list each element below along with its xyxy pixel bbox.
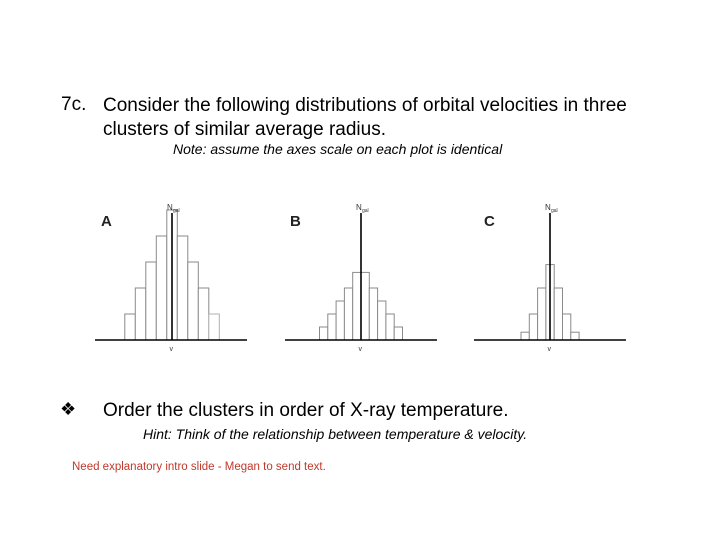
x-axis-label: v: [358, 346, 362, 353]
histogram-bar: [394, 327, 402, 340]
y-axis-label: N: [545, 203, 551, 212]
y-axis-label: N: [356, 203, 362, 212]
histogram-bar: [521, 332, 529, 340]
histogram-bar: [538, 288, 546, 340]
order-instruction: Order the clusters in order of X-ray temperature.: [103, 400, 509, 421]
histogram-bar: [188, 262, 199, 340]
y-axis-label-subscript: gal: [362, 208, 369, 214]
histogram-bar: [361, 272, 369, 340]
histogram-bar: [529, 314, 537, 340]
panel-label: B: [290, 213, 301, 230]
x-axis-label: v: [547, 346, 551, 353]
panel-label: A: [101, 213, 112, 230]
axes-note: Note: assume the axes scale on each plot is identical: [173, 141, 503, 157]
y-axis-label-subscript: gal: [173, 208, 180, 214]
histogram-bar: [554, 288, 562, 340]
question-text: Consider the following distributions of orbital velocities in three clusters of similar average radius.: [103, 95, 627, 140]
hint-text: Hint: Think of the relationship between temperature & velocity.: [143, 426, 528, 442]
histogram-bar: [320, 327, 328, 340]
panel-label: C: [484, 213, 495, 230]
histogram-bar: [135, 288, 146, 340]
histogram-bar: [563, 314, 571, 340]
histogram-bar: [571, 332, 579, 340]
histogram-bar: [125, 314, 136, 340]
x-axis-label: v: [169, 346, 173, 353]
histogram-bar: [353, 272, 361, 340]
todo-note: Need explanatory intro slide - Megan to send text.: [72, 461, 326, 473]
histogram-bar: [369, 288, 377, 340]
histogram-bar: [209, 314, 220, 340]
diamond-bullet-icon: ❖: [60, 399, 77, 419]
question-number: 7c.: [61, 94, 87, 115]
histogram-bar: [386, 314, 394, 340]
histogram-bar: [146, 262, 157, 340]
histogram-bar: [177, 236, 188, 340]
histogram-bar: [344, 288, 352, 340]
histogram-bar: [378, 301, 386, 340]
histogram-bar: [198, 288, 209, 340]
y-axis-label: N: [167, 203, 173, 212]
y-axis-label-subscript: gal: [551, 208, 558, 214]
histogram-bar: [336, 301, 344, 340]
histogram-bar: [156, 236, 167, 340]
histogram-bar: [328, 314, 336, 340]
